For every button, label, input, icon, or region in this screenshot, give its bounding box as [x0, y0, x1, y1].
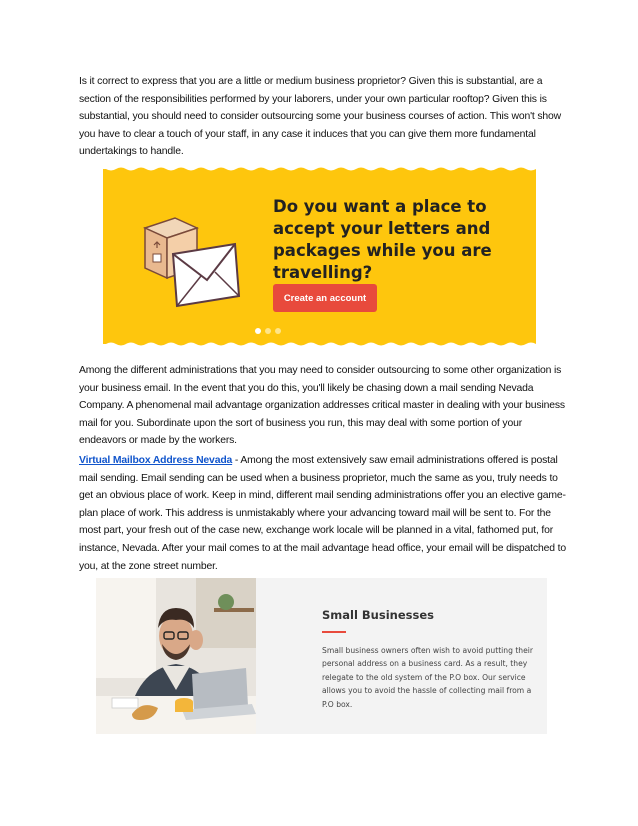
- card-text: Small business owners often wish to avoid putting their personal address on a business card. As a result, they relegate to the old system of the P.O box. Our service allows you to avoid the hassle of collecting mail from a P.O box.: [322, 646, 534, 709]
- mailbox-paragraph: [79, 452, 566, 575]
- outsourcing-paragraph: Among the different administrations that you may need to consider outsourcing to some other organization is your business email. In the event that you do this, you'll likely be chasing down a mail sending Nevada Company. A phenomenal mail advantage organization addresses critical master in dealing with your business mail for you. Subordinate upon the sort of business you run, this may deal with some portion of your endeavors or made by the workers.: [79, 365, 565, 447]
- card-title: Small Businesses: [322, 608, 434, 622]
- intro-paragraph: Is it correct to express that you are a little or medium business proprietor? Given this is substantial, are a section of the responsibilities performed by your laborers, under your own particular rooftop? Given this is substantial, you should need to consider outsourcing some your business courses of action. This won't show you have to clear a touch of your staff, in any case it induces that you can give them more fundamental undertakings to handle.: [79, 76, 562, 158]
- mailbox-paragraph-body: - Among the most extensively saw email administrations offered is postal mail sending. Email sending can be used when a business proprietor, much the same as you, truly needs to get an obvious place of work. Keep in mind, different mail sending administrations offer you an elective game-plan place of work. This address is unmistakably where your advancing toward mail will be sent to. For the most part, your fresh out of the case new, exchange work locale will be planned in a vital, fathomed put, for instance, Nevada. After your mail comes to at the mail advantage head office, your email will be dispatched to you, at the zone street number.: [79, 455, 566, 572]
- banner-headline: Do you want a place to accept your letters and packages while you are travelling?: [273, 197, 492, 282]
- banner-zigzag-bottom: [103, 341, 536, 347]
- virtual-mailbox-link[interactable]: Virtual Mailbox Address Nevada: [79, 455, 233, 466]
- card-divider: [322, 631, 346, 633]
- banner-zigzag-top: [103, 166, 536, 172]
- carousel-dot-2[interactable]: [265, 328, 271, 334]
- carousel-dot-3[interactable]: [275, 328, 281, 334]
- businessman-photo: [96, 578, 256, 734]
- package-and-envelope-icon: [135, 210, 245, 320]
- promo-banner: [103, 166, 536, 347]
- carousel-dots: [255, 328, 281, 334]
- carousel-dot-1[interactable]: [255, 328, 261, 334]
- small-businesses-card: [96, 578, 547, 734]
- create-account-button[interactable]: Create an account: [273, 284, 377, 312]
